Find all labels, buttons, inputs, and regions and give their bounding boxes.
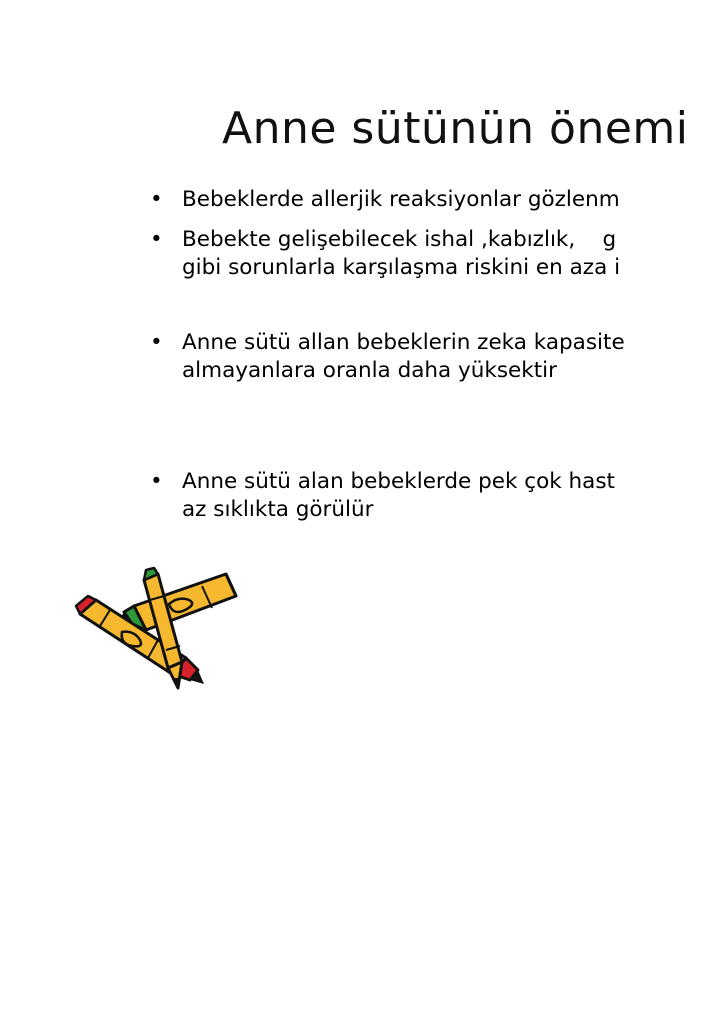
bullet-text-line: • Anne sütü alan bebeklerde pek çok hast xyxy=(182,469,615,494)
bullet-item xyxy=(148,329,625,385)
bullet-item xyxy=(148,226,620,282)
bullet-text-line: • Bebekte gelişebilecek ishal ,kabızlık, g xyxy=(182,227,617,252)
green-crayon xyxy=(118,574,236,630)
bullet-text-line: az sıklıkta görülür xyxy=(182,497,374,522)
bullet-item xyxy=(148,186,620,214)
bullet-text-line: • Anne sütü allan bebeklerin zeka kapasite xyxy=(182,330,625,355)
bullet-text-line: almayanlara oranla daha yüksektir xyxy=(182,358,557,383)
bullet-item xyxy=(148,468,615,524)
bullet-text-line: • Bebeklerde allerjik reaksiyonlar gözlenm xyxy=(182,187,620,212)
slide-title: Anne sütünün önemi xyxy=(222,103,689,154)
crayons-clipart xyxy=(74,566,254,690)
bullet-text-line: gibi sorunlarla karşılaşma riskini en aza i xyxy=(182,255,621,280)
